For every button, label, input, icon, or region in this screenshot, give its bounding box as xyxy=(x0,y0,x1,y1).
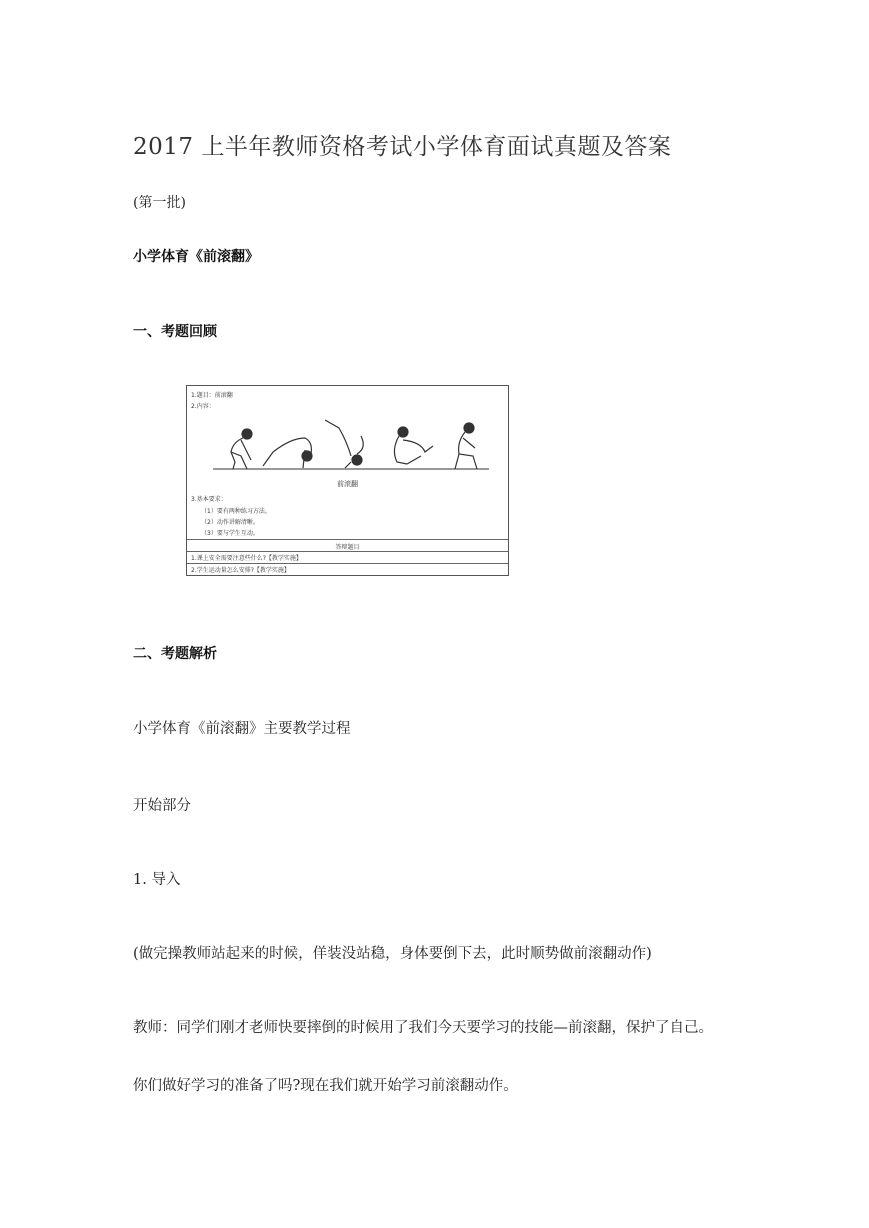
figure-caption: 前滚翻 xyxy=(337,480,358,488)
paragraph: 小学体育《前滚翻》主要教学过程 xyxy=(133,721,351,737)
figure-requirements-title: 3.基本要求： xyxy=(191,496,227,503)
roll-stage-5-figure xyxy=(455,423,477,469)
roll-stage-4-figure xyxy=(394,427,433,464)
paragraph: 你们做好学习的准备了吗?现在我们就开始学习前滚翻动作。 xyxy=(133,1078,518,1094)
paragraph: 1. 导入 xyxy=(133,872,181,888)
figure-divider xyxy=(187,563,508,564)
batch-label: (第一批) xyxy=(133,195,186,211)
defense-questions-header: 答辩题目 xyxy=(335,544,360,551)
figure-requirement-3: （3）要与学生互动。 xyxy=(201,530,259,537)
section-heading-review: 一、考题回顾 xyxy=(133,324,217,340)
subject-heading: 小学体育《前滚翻》 xyxy=(133,249,259,265)
figure-requirement-2: （2）动作讲解清晰。 xyxy=(201,519,259,526)
paragraph: 教师：同学们刚才老师快要摔倒的时候用了我们今天要学习的技能—前滚翻，保护了自己。 xyxy=(133,1020,713,1036)
figure-content-label: 2.内容： xyxy=(191,403,215,410)
section-heading-analysis: 二、考题解析 xyxy=(133,646,217,662)
roll-stage-1-figure xyxy=(231,429,252,469)
roll-stage-3-figure xyxy=(325,420,363,468)
defense-question-2: 2.学生运动量怎么安排?【教学实施】 xyxy=(191,567,290,574)
paragraph: 开始部分 xyxy=(133,798,191,814)
figure-requirement-1: （1）要有两种练习方法。 xyxy=(201,508,271,515)
page-title: 2017 上半年教师资格考试小学体育面试真题及答案 xyxy=(133,134,672,160)
forward-roll-illustration xyxy=(211,416,491,476)
figure-divider xyxy=(187,551,508,552)
exam-question-figure xyxy=(186,385,509,576)
figure-divider xyxy=(187,539,508,540)
figure-topic: 1.题目：前滚翻 xyxy=(191,392,233,399)
defense-question-1: 1.课上安全需要注意些什么?【教学实施】 xyxy=(191,555,302,562)
paragraph: (做完操教师站起来的时候，佯装没站稳，身体要倒下去，此时顺势做前滚翻动作) xyxy=(133,946,652,962)
roll-stage-2-figure xyxy=(263,438,312,468)
